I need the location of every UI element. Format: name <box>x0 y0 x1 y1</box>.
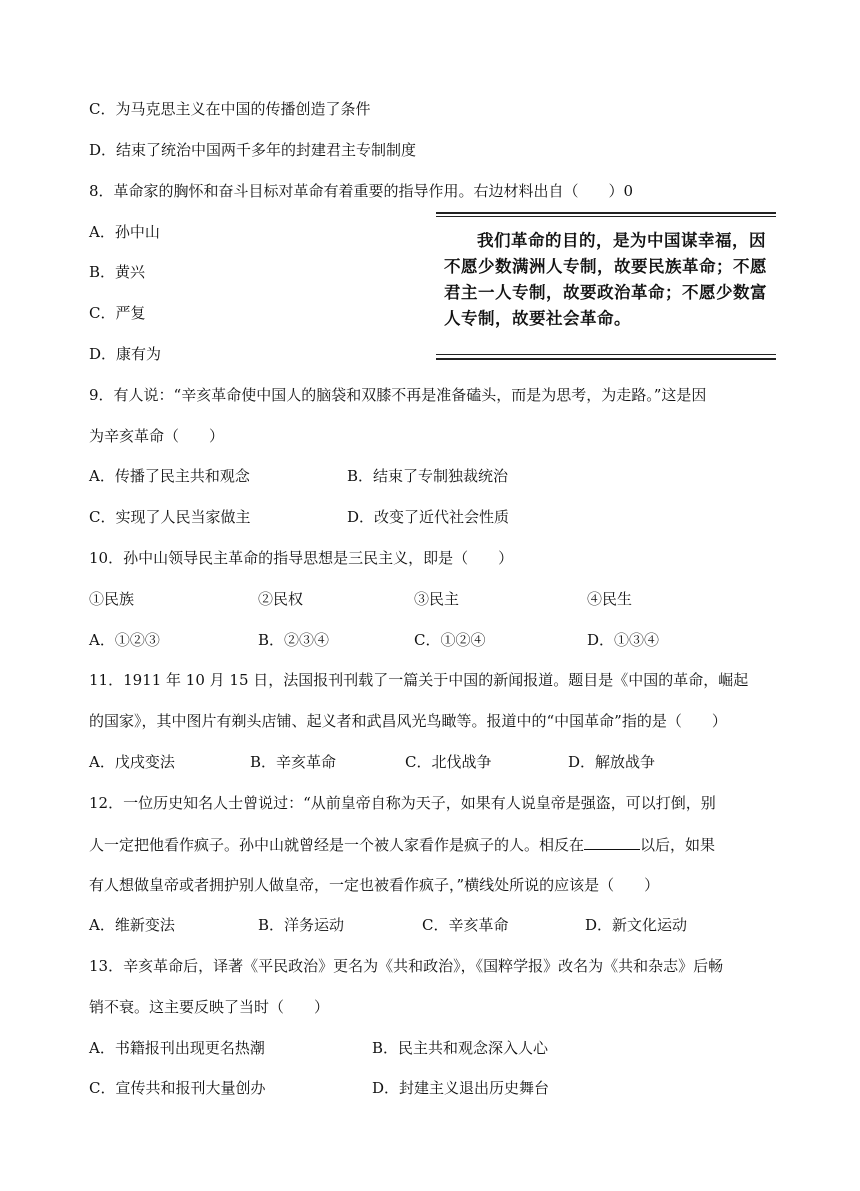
quote-top-rule <box>436 212 776 214</box>
q12-stem-line2-after-blank: 以后，如果 <box>640 836 716 854</box>
q10-stem: 10．孙中山领导民主革命的指导思想是三民主义，即是（ ） <box>89 549 514 567</box>
q11-stem-line1: 11．1911 年 10 月 15 日，法国报刊刊载了一篇关于中国的新闻报道。题目是《中国的革命，崛起 <box>89 671 749 689</box>
q8-stem: 8．革命家的胸怀和奋斗目标对革命有着重要的指导作用。右边材料出自（ ）0 <box>89 182 634 200</box>
q12-option-b: B．洋务运动 <box>258 916 345 934</box>
q13-option-a: A．书籍报刊出现更名热潮 <box>89 1039 265 1057</box>
q10-option-d: D．①③④ <box>587 631 660 649</box>
answer-blank <box>584 834 640 850</box>
q12-option-c: C．辛亥革命 <box>422 916 509 934</box>
q13-stem-line1: 13．辛亥革命后，译著《平民政治》更名为《共和政治》，《国粹学报》改名为《共和杂志》后畅 <box>89 957 724 975</box>
q12-option-d: D．新文化运动 <box>585 916 688 934</box>
q12-option-a: A．维新变法 <box>89 916 175 934</box>
q11-option-b: B．辛亥革命 <box>250 753 337 771</box>
q9-stem-line1: 9．有人说：“辛亥革命使中国人的脑袋和双膝不再是准备磕头，而是为思考，为走路。”这是因 <box>89 386 707 404</box>
q10-item-1: ①民族 <box>89 590 135 608</box>
q12-stem-line1: 12．一位历史知名人士曾说过：“从前皇帝自称为天子，如果有人说皇帝是强盗，可以打倒，别 <box>89 794 716 812</box>
q8-option-d: D．康有为 <box>89 345 162 363</box>
q11-stem-line2: 的国家》，其中图片有剃头店铺、起义者和武昌风光鸟瞰等。报道中的“中国革命”指的是（ ） <box>89 712 727 730</box>
q10-item-3: ③民主 <box>414 590 460 608</box>
q10-option-a: A．①②③ <box>89 631 160 649</box>
q10-item-4: ④民生 <box>587 590 633 608</box>
q10-option-b: B．②③④ <box>258 631 330 649</box>
q12-stem-line3: 有人想做皇帝或者拥护别人做皇帝，一定也被看作疯子，”横线处所说的应该是（ ） <box>89 876 660 894</box>
q13-option-c: C．宣传共和报刊大量创办 <box>89 1079 266 1097</box>
q7-option-d: D．结束了统治中国两千多年的封建君主专制制度 <box>89 141 417 159</box>
q8-option-a: A．孙中山 <box>89 223 160 241</box>
q8-quote-box <box>436 212 776 362</box>
q9-option-c: C．实现了人民当家做主 <box>89 508 251 526</box>
q9-option-b: B．结束了专制独裁统治 <box>347 467 509 485</box>
q7-option-c: C．为马克思主义在中国的传播创造了条件 <box>89 100 371 118</box>
q11-option-d: D．解放战争 <box>568 753 656 771</box>
q9-option-a: A．传播了民主共和观念 <box>89 467 250 485</box>
q11-option-c: C．北伐战争 <box>405 753 492 771</box>
q9-stem-line2: 为辛亥革命（ ） <box>89 427 225 445</box>
q13-option-b: B．民主共和观念深入人心 <box>372 1039 549 1057</box>
q10-item-2: ②民权 <box>258 590 304 608</box>
q9-option-d: D．改变了近代社会性质 <box>347 508 510 526</box>
quote-bottom-rule-thin <box>436 354 776 355</box>
quote-top-rule-thin <box>436 216 776 217</box>
q13-stem-line2: 销不衰。这主要反映了当时（ ） <box>89 998 330 1016</box>
q10-option-c: C．①②④ <box>414 631 486 649</box>
q8-option-b: B．黄兴 <box>89 263 146 281</box>
q13-option-d: D．封建主义退出历史舞台 <box>372 1079 550 1097</box>
quote-bottom-rule <box>436 358 776 360</box>
q11-option-a: A．戊戌变法 <box>89 753 175 771</box>
q8-option-c: C．严复 <box>89 304 146 322</box>
q12-stem-line2 <box>89 834 715 855</box>
q8-quote-text: 我们革命的目的，是为中国谋幸福，因不愿少数满洲人专制，故要民族革命；不愿君主一人专制，故要政治革命；不愿少数富人专制，故要社会革命。 <box>444 231 767 328</box>
q12-stem-line2-before-blank: 人一定把他看作疯子。孙中山就曾经是一个被人家看作是疯子的人。相反在 <box>89 836 585 854</box>
